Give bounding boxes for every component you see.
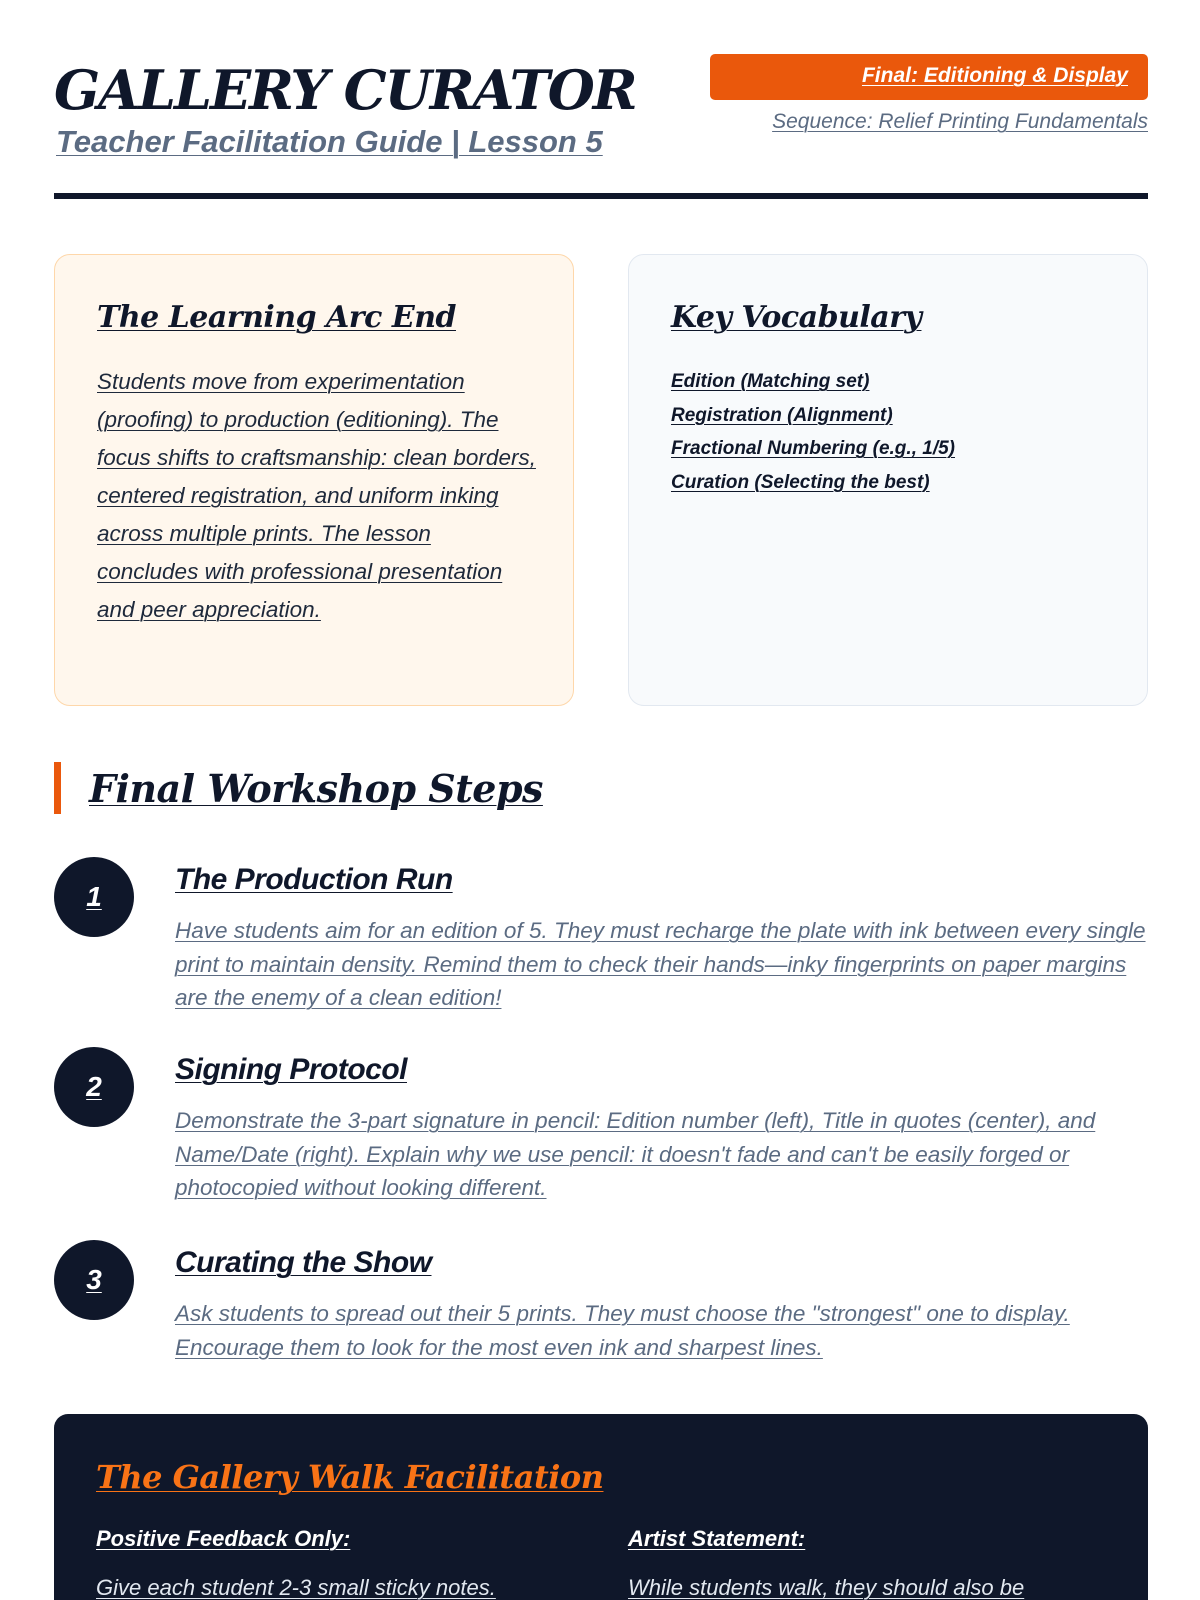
gallery-walk-title[interactable]: The Gallery Walk Facilitation: [96, 1458, 604, 1496]
step-body[interactable]: Demonstrate the 3-part signature in pencil: Edition number (left), Title in quotes (center), and Name/Date (right). Explain why we use pencil: it doesn't fade and can't be easily forged or photocopied without looking different.: [175, 1108, 1096, 1200]
step-number-badge[interactable]: 1: [54, 857, 134, 937]
vocabulary-item[interactable]: Registration (Alignment): [671, 404, 893, 426]
feedback-column: [96, 1526, 556, 1600]
step-body[interactable]: Ask students to spread out their 5 prints. They must choose the "strongest" one to display. Encourage them to look for the most even ink and sharpest lines.: [175, 1301, 1070, 1360]
lesson-badge[interactable]: Final: Editioning & Display: [710, 54, 1148, 100]
step-title[interactable]: The Production Run: [175, 863, 453, 896]
header-divider: [54, 193, 1148, 199]
section-accent-bar: [54, 762, 61, 814]
step-number-badge[interactable]: 2: [54, 1047, 134, 1127]
workshop-section-header: [54, 760, 754, 814]
vocabulary-list: [671, 365, 955, 499]
learning-arc-title[interactable]: The Learning Arc End: [97, 300, 456, 335]
vocabulary-item[interactable]: Fractional Numbering (e.g., 1/5): [671, 438, 955, 459]
workshop-title[interactable]: Final Workshop Steps: [89, 766, 543, 811]
step-number-badge[interactable]: 3: [54, 1240, 134, 1320]
vocabulary-card: [628, 254, 1148, 706]
feedback-body[interactable]: Give each student 2-3 small sticky notes.: [96, 1575, 496, 1600]
learning-arc-body[interactable]: Students move from experimentation (proofing) to production (editioning). The focus shifts to craftsmanship: clean borders, centered registration, and uniform inking across multiple prints. The lesson concludes with professional presentation and peer appreciation.: [97, 369, 536, 622]
artist-statement-column: [628, 1526, 1088, 1600]
gallery-walk-panel: [54, 1414, 1148, 1600]
workshop-step: [54, 857, 1148, 1017]
vocabulary-title[interactable]: Key Vocabulary: [671, 300, 922, 335]
page-title: GALLERY CURATOR: [54, 58, 636, 122]
step-body[interactable]: Have students aim for an edition of 5. They must recharge the plate with ink between every single print to maintain density. Remind them to check their hands—inky fingerprints on paper margins are the enemy of a clean edition!: [175, 918, 1146, 1010]
sequence-link[interactable]: Sequence: Relief Printing Fundamentals: [772, 110, 1148, 133]
page-header: [54, 52, 1148, 202]
step-title[interactable]: Signing Protocol: [175, 1053, 407, 1086]
artist-statement-body[interactable]: While students walk, they should also be: [628, 1575, 1025, 1600]
learning-arc-card: [54, 254, 574, 706]
artist-statement-heading[interactable]: Artist Statement:: [628, 1526, 806, 1551]
step-title[interactable]: Curating the Show: [175, 1246, 432, 1279]
page-subtitle[interactable]: Teacher Facilitation Guide | Lesson 5: [56, 124, 603, 159]
feedback-heading[interactable]: Positive Feedback Only:: [96, 1526, 351, 1551]
workshop-step: [54, 1047, 1148, 1207]
workshop-step: [54, 1240, 1148, 1400]
vocabulary-item[interactable]: Edition (Matching set): [671, 371, 870, 392]
vocabulary-item[interactable]: Curation (Selecting the best): [671, 471, 930, 493]
